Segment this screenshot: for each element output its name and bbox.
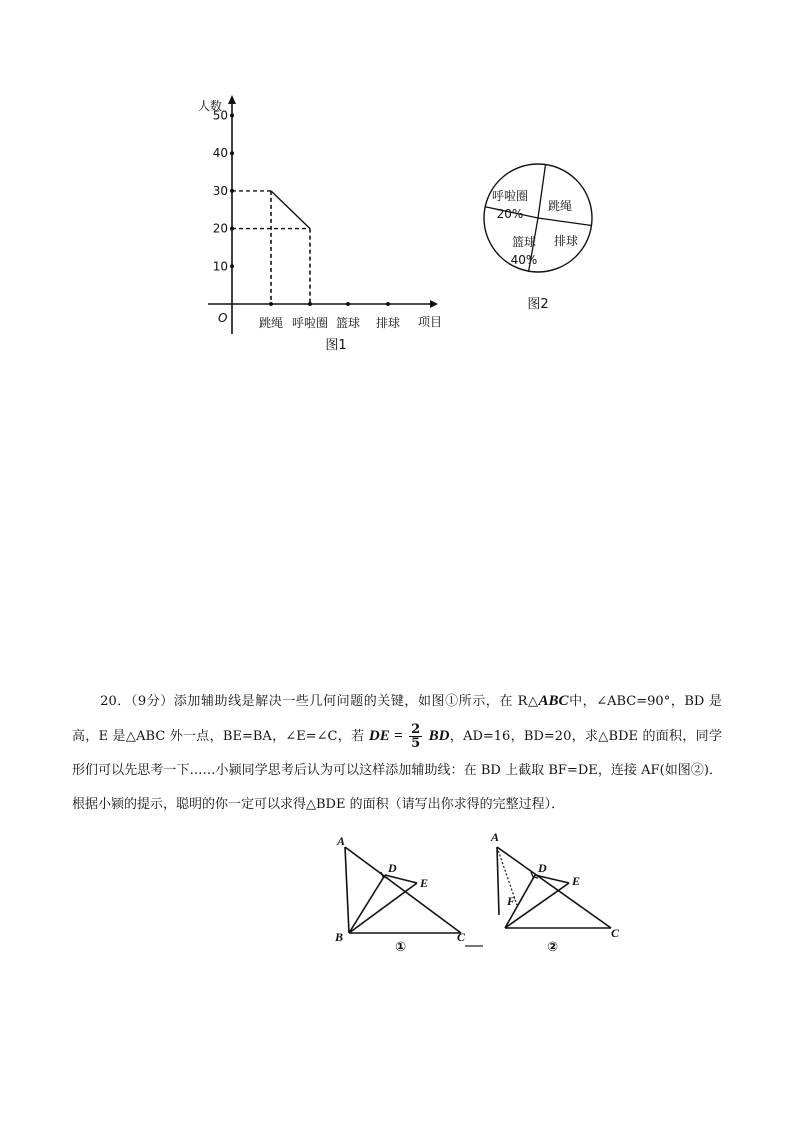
y-tick-label-40: 40	[212, 146, 228, 161]
scan-smudge	[465, 945, 483, 947]
pie-slice-label-1: 跳绳	[547, 199, 573, 213]
bd-var: BD	[428, 728, 450, 744]
data-line	[271, 191, 310, 229]
y-tick-label-10: 10	[212, 259, 228, 274]
fig1-line-de	[385, 875, 417, 883]
line-chart-figure1	[190, 90, 460, 360]
problem-seg2: 中，∠ABC=90°，BD 是高，E 是△ABC 外一点，BE=BA，∠E=∠C，若	[72, 694, 722, 744]
fig1-label-b: B	[335, 930, 344, 944]
pie-slice-label-3: 篮球	[511, 235, 537, 249]
problem-number: 20．（9分）	[100, 694, 174, 709]
de-var: DE	[368, 728, 390, 744]
problem-seg3: ，AD=16，BD=20，求△BDE 的面积，同学形们可以先思考一下……小颍同学思考后认为可以这样添加辅助线：在 BD 上截取 BF=DE，连接 AF(如图②)．根据小颍的提示，聪明的你一定可以求得△BDE 的面积（请写出你求得的完整过程）．	[72, 729, 722, 812]
pie-divider-1	[538, 218, 591, 226]
fig1-label-c: C	[457, 930, 466, 944]
fraction-two-fifths	[409, 723, 422, 750]
pie-chart-figure2	[470, 150, 610, 320]
chart2-group	[484, 164, 592, 312]
pie-slice-label-0: 呼啦圈	[491, 189, 529, 203]
chart1-title: 图1	[325, 338, 347, 353]
fig1-label-d: D	[388, 861, 397, 875]
chart1-group	[198, 95, 442, 353]
x-tick-label-0: 跳绳	[258, 316, 284, 330]
fig1-line-ac	[345, 847, 461, 933]
x-axis-arrow	[430, 300, 438, 308]
y-axis-label: 人数	[198, 99, 223, 113]
fig1-caption: ①	[395, 940, 407, 955]
geometry-figures	[325, 825, 630, 960]
y-tick-label-20: 20	[212, 221, 228, 236]
problem-20	[72, 684, 722, 822]
y-tick-label-50: 50	[212, 108, 228, 123]
fig2-line-ab	[497, 847, 499, 915]
fig2-line-de	[535, 875, 569, 883]
fig1-line-ab	[345, 847, 349, 933]
pie-slice-percent-0: 20%	[496, 207, 524, 221]
x-axis-label: 项目	[418, 315, 443, 329]
fig2-label-d: D	[538, 861, 547, 875]
x-tick-3	[386, 302, 390, 306]
fig2-label-f: F	[507, 894, 516, 908]
geometry-figure-1	[345, 847, 461, 933]
pie-slice-percent-3: 40%	[510, 253, 538, 267]
triangle-abc-var: ABC	[538, 693, 569, 709]
geometry-figure-2	[497, 847, 611, 928]
pie-slice-label-2: 排球	[553, 234, 579, 248]
y-axis-arrow	[228, 95, 236, 104]
fig2-label-a: A	[491, 830, 500, 844]
fig1-label-e: E	[420, 876, 429, 890]
fig1-line-bd	[349, 875, 385, 933]
y-tick-label-30: 30	[212, 183, 228, 198]
x-tick-label-2: 篮球	[335, 316, 361, 330]
origin-label: O	[218, 311, 228, 325]
fig1-label-a: A	[337, 834, 346, 848]
x-tick-label-1: 呼啦圈	[291, 316, 329, 330]
pie-divider-0	[538, 165, 546, 218]
y-tick-50	[230, 114, 234, 118]
y-tick-40	[230, 151, 234, 155]
fig2-label-c: C	[611, 926, 620, 940]
fraction-denominator: 5	[411, 736, 421, 751]
fig2-line-ac	[497, 847, 611, 928]
fig1-line-be	[349, 883, 417, 933]
fraction-numerator: 2	[411, 722, 421, 737]
y-tick-10	[230, 264, 234, 268]
geometry-figure-1-labels	[334, 834, 466, 955]
fig2-caption: ②	[547, 940, 559, 955]
fig2-label-e: E	[572, 874, 581, 888]
problem-seg1: 添加辅助线是解决一些几何问题的关键，如图①所示，在 R△	[173, 694, 539, 709]
x-tick-2	[346, 302, 350, 306]
equals-sign: =	[394, 728, 403, 744]
x-tick-label-3: 排球	[375, 316, 401, 330]
chart2-title: 图2	[527, 297, 549, 312]
